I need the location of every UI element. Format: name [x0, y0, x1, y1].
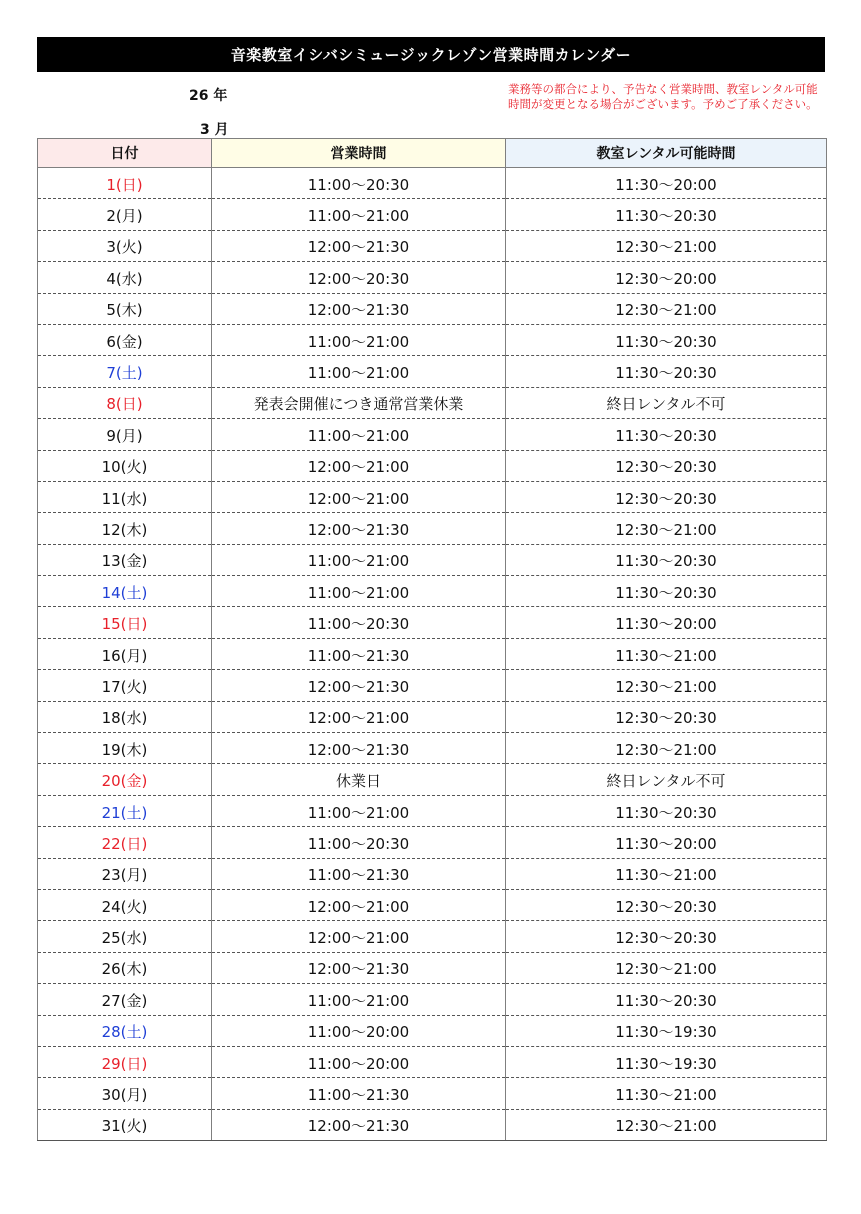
rental-hours-cell: 11:30～20:30 — [506, 795, 827, 826]
table-row — [38, 701, 827, 732]
table-row — [38, 638, 827, 669]
business-hours-cell: 11:00～21:30 — [212, 638, 506, 669]
table-row — [38, 356, 827, 387]
date-cell: 8(日) — [38, 387, 212, 418]
table-row — [38, 1109, 827, 1140]
table-row — [38, 324, 827, 355]
rental-hours-cell: 11:30～20:30 — [506, 576, 827, 607]
table-row — [38, 168, 827, 199]
business-hours-cell: 12:00～21:00 — [212, 889, 506, 920]
rental-hours-cell: 11:30～20:30 — [506, 544, 827, 575]
table-row — [38, 230, 827, 261]
table-row — [38, 387, 827, 418]
rental-hours-cell: 11:30～21:00 — [506, 1078, 827, 1109]
date-cell: 18(水) — [38, 701, 212, 732]
business-hours-cell: 11:00～21:00 — [212, 356, 506, 387]
rental-hours-cell: 終日レンタル不可 — [506, 387, 827, 418]
business-hours-cell: 12:00～21:30 — [212, 733, 506, 764]
rental-hours-cell: 12:30～21:00 — [506, 1109, 827, 1140]
date-cell: 1(日) — [38, 168, 212, 199]
rental-hours-cell: 12:30～21:00 — [506, 952, 827, 983]
business-hours-cell: 11:00～21:00 — [212, 419, 506, 450]
page-title: 音楽教室イシバシミュージックレゾン営業時間カレンダー — [37, 37, 825, 72]
header-business-hours: 営業時間 — [212, 139, 506, 168]
date-cell: 27(金) — [38, 984, 212, 1015]
business-hours-cell: 12:00～21:00 — [212, 450, 506, 481]
date-cell: 11(水) — [38, 481, 212, 512]
table-header-row — [38, 139, 827, 168]
rental-hours-cell: 終日レンタル不可 — [506, 764, 827, 795]
date-cell: 17(火) — [38, 670, 212, 701]
date-cell: 30(月) — [38, 1078, 212, 1109]
rental-hours-cell: 12:30～20:00 — [506, 262, 827, 293]
rental-hours-cell: 12:30～20:30 — [506, 889, 827, 920]
date-cell: 21(土) — [38, 795, 212, 826]
rental-hours-cell: 12:30～21:00 — [506, 293, 827, 324]
business-hours-cell: 11:00～20:00 — [212, 1015, 506, 1046]
month-label: 3 月 — [200, 122, 229, 138]
table-body — [38, 168, 827, 1141]
date-cell: 29(日) — [38, 1046, 212, 1077]
date-cell: 26(木) — [38, 952, 212, 983]
table-row — [38, 1046, 827, 1077]
rental-hours-cell: 11:30～20:00 — [506, 168, 827, 199]
rental-hours-cell: 11:30～20:00 — [506, 607, 827, 638]
table-row — [38, 450, 827, 481]
date-cell: 19(木) — [38, 733, 212, 764]
business-hours-cell: 12:00～21:30 — [212, 293, 506, 324]
rental-hours-cell: 11:30～20:30 — [506, 324, 827, 355]
header-rental-hours: 教室レンタル可能時間 — [506, 139, 827, 168]
rental-hours-cell: 12:30～20:30 — [506, 921, 827, 952]
date-cell: 14(土) — [38, 576, 212, 607]
business-hours-cell: 12:00～21:30 — [212, 513, 506, 544]
business-hours-cell: 11:00～20:00 — [212, 1046, 506, 1077]
business-hours-cell: 12:00～21:00 — [212, 481, 506, 512]
date-cell: 9(月) — [38, 419, 212, 450]
date-cell: 28(土) — [38, 1015, 212, 1046]
business-hours-cell: 11:00～20:30 — [212, 827, 506, 858]
date-cell: 10(火) — [38, 450, 212, 481]
rental-hours-cell: 12:30～21:00 — [506, 230, 827, 261]
date-cell: 3(火) — [38, 230, 212, 261]
rental-hours-cell: 11:30～19:30 — [506, 1046, 827, 1077]
table-row — [38, 827, 827, 858]
table-row — [38, 795, 827, 826]
business-hours-cell: 11:00～21:00 — [212, 544, 506, 575]
date-cell: 15(日) — [38, 607, 212, 638]
rental-hours-cell: 11:30～20:30 — [506, 199, 827, 230]
business-hours-cell: 12:00～21:00 — [212, 921, 506, 952]
table-row — [38, 293, 827, 324]
date-cell: 12(木) — [38, 513, 212, 544]
date-cell: 25(水) — [38, 921, 212, 952]
business-hours-cell: 11:00～21:30 — [212, 1078, 506, 1109]
business-hours-cell: 休業日 — [212, 764, 506, 795]
date-cell: 5(木) — [38, 293, 212, 324]
business-hours-cell: 11:00～21:00 — [212, 795, 506, 826]
date-cell: 7(土) — [38, 356, 212, 387]
business-hours-cell: 11:00～21:00 — [212, 324, 506, 355]
date-cell: 2(月) — [38, 199, 212, 230]
notice-text: 業務等の都合により、予告なく営業時間、教室レンタル可能時間が変更となる場合がございます。予めご了承ください。 — [508, 82, 818, 111]
business-hours-cell: 12:00～21:30 — [212, 952, 506, 983]
schedule-table — [37, 138, 827, 1141]
table-row — [38, 889, 827, 920]
table-row — [38, 858, 827, 889]
table-row — [38, 576, 827, 607]
rental-hours-cell: 11:30～20:30 — [506, 984, 827, 1015]
rental-hours-cell: 11:30～21:00 — [506, 858, 827, 889]
table-row — [38, 199, 827, 230]
business-hours-cell: 12:00～21:30 — [212, 1109, 506, 1140]
business-hours-cell: 11:00～20:30 — [212, 607, 506, 638]
rental-hours-cell: 12:30～21:00 — [506, 733, 827, 764]
rental-hours-cell: 12:30～20:30 — [506, 481, 827, 512]
table-row — [38, 544, 827, 575]
business-hours-cell: 11:00～21:30 — [212, 858, 506, 889]
business-hours-cell: 12:00～20:30 — [212, 262, 506, 293]
table-row — [38, 921, 827, 952]
table-row — [38, 952, 827, 983]
business-hours-cell: 12:00～21:30 — [212, 670, 506, 701]
business-hours-cell: 11:00～21:00 — [212, 199, 506, 230]
table-row — [38, 513, 827, 544]
header-date: 日付 — [38, 139, 212, 168]
rental-hours-cell: 12:30～21:00 — [506, 513, 827, 544]
date-cell: 31(火) — [38, 1109, 212, 1140]
business-hours-cell: 12:00～21:00 — [212, 701, 506, 732]
business-hours-cell: 発表会開催につき通常営業休業 — [212, 387, 506, 418]
business-hours-cell: 11:00～21:00 — [212, 984, 506, 1015]
rental-hours-cell: 12:30～20:30 — [506, 450, 827, 481]
date-cell: 4(水) — [38, 262, 212, 293]
date-cell: 23(月) — [38, 858, 212, 889]
table-row — [38, 733, 827, 764]
date-cell: 20(金) — [38, 764, 212, 795]
table-row — [38, 419, 827, 450]
business-hours-cell: 11:00～21:00 — [212, 576, 506, 607]
table-row — [38, 607, 827, 638]
rental-hours-cell: 11:30～20:30 — [506, 419, 827, 450]
table-row — [38, 481, 827, 512]
table-row — [38, 262, 827, 293]
rental-hours-cell: 11:30～20:00 — [506, 827, 827, 858]
table-row — [38, 1078, 827, 1109]
date-cell: 6(金) — [38, 324, 212, 355]
business-hours-cell: 11:00～20:30 — [212, 168, 506, 199]
table-row — [38, 984, 827, 1015]
business-hours-cell: 12:00～21:30 — [212, 230, 506, 261]
rental-hours-cell: 12:30～20:30 — [506, 701, 827, 732]
rental-hours-cell: 12:30～21:00 — [506, 670, 827, 701]
table-row — [38, 670, 827, 701]
rental-hours-cell: 11:30～21:00 — [506, 638, 827, 669]
date-cell: 13(金) — [38, 544, 212, 575]
date-cell: 22(日) — [38, 827, 212, 858]
date-cell: 24(火) — [38, 889, 212, 920]
date-cell: 16(月) — [38, 638, 212, 669]
rental-hours-cell: 11:30～20:30 — [506, 356, 827, 387]
year-label: 26 年 — [189, 88, 228, 104]
table-row — [38, 764, 827, 795]
rental-hours-cell: 11:30～19:30 — [506, 1015, 827, 1046]
table-row — [38, 1015, 827, 1046]
